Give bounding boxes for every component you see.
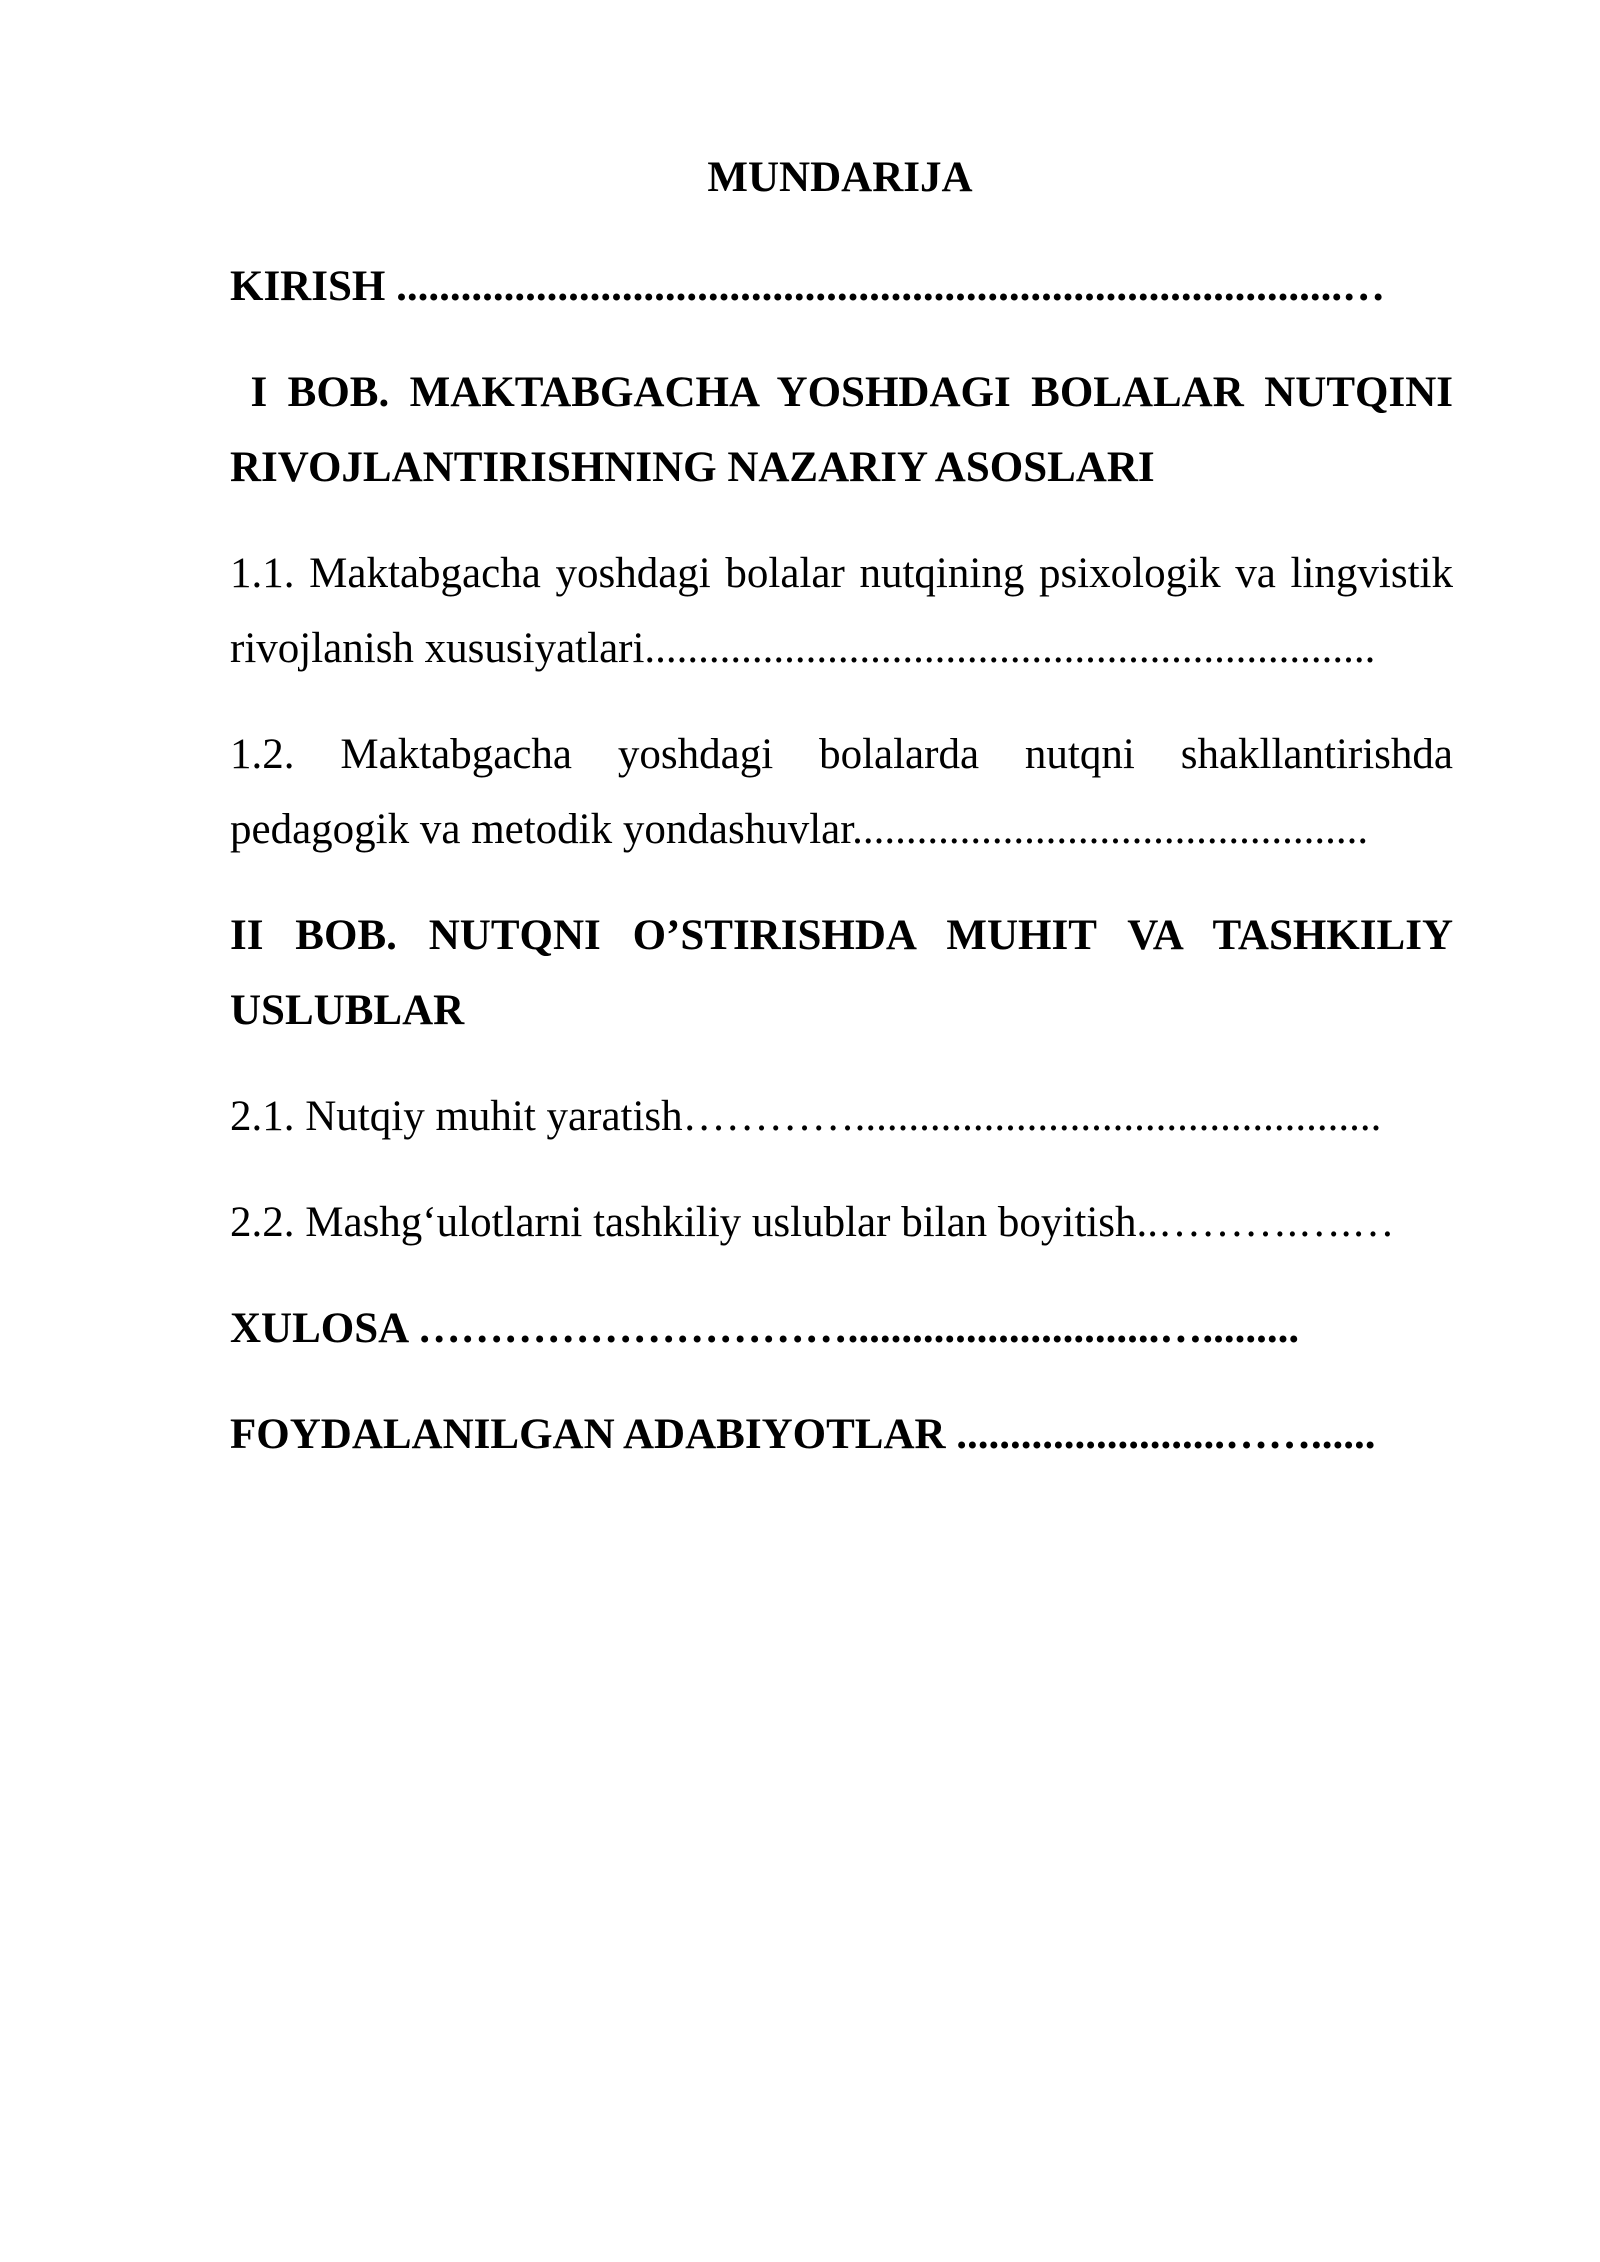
toc-entry-1-2: 1.2. Maktabgacha yoshdagi bolalarda nutqni shakllantirishda pedagogik va metodik yondashuvlar................................................ (230, 731, 1453, 853)
toc-entry-adabiyotlar: FOYDALANILGAN ADABIYOTLAR .........................……...... (230, 1411, 1376, 1458)
page-title: MUNDARIJA (707, 154, 973, 201)
toc-entry-1-1: 1.1. Maktabgacha yoshdagi bolalar nutqining psixologik va lingvistik rivojlanish xususiyatlari.................................................................... (230, 550, 1453, 672)
toc-entry-chapter-2: II BOB. NUTQNI O’STIRISHDA MUHIT VA TASHKILIY USLUBLAR (230, 912, 1453, 1034)
toc-entry-2-1: 2.1. Nutqiy muhit yaratish…………................................................. (230, 1093, 1382, 1140)
toc-entry-chapter-1: I BOB. MAKTABGACHA YOSHDAGI BOLALAR NUTQINI RIVOJLANTIRISHNING NAZARIY ASOSLARI (230, 369, 1464, 491)
toc-entry-kirish: KIRISH ........................................................................................… (230, 263, 1386, 310)
toc-entry-xulosa: XULOSA ………………………….............................…......... (230, 1305, 1300, 1352)
toc-entry-2-2: 2.2. Mashg‘ulotlarni tashkiliy uslublar bilan boyitish..……….….… (230, 1199, 1395, 1246)
